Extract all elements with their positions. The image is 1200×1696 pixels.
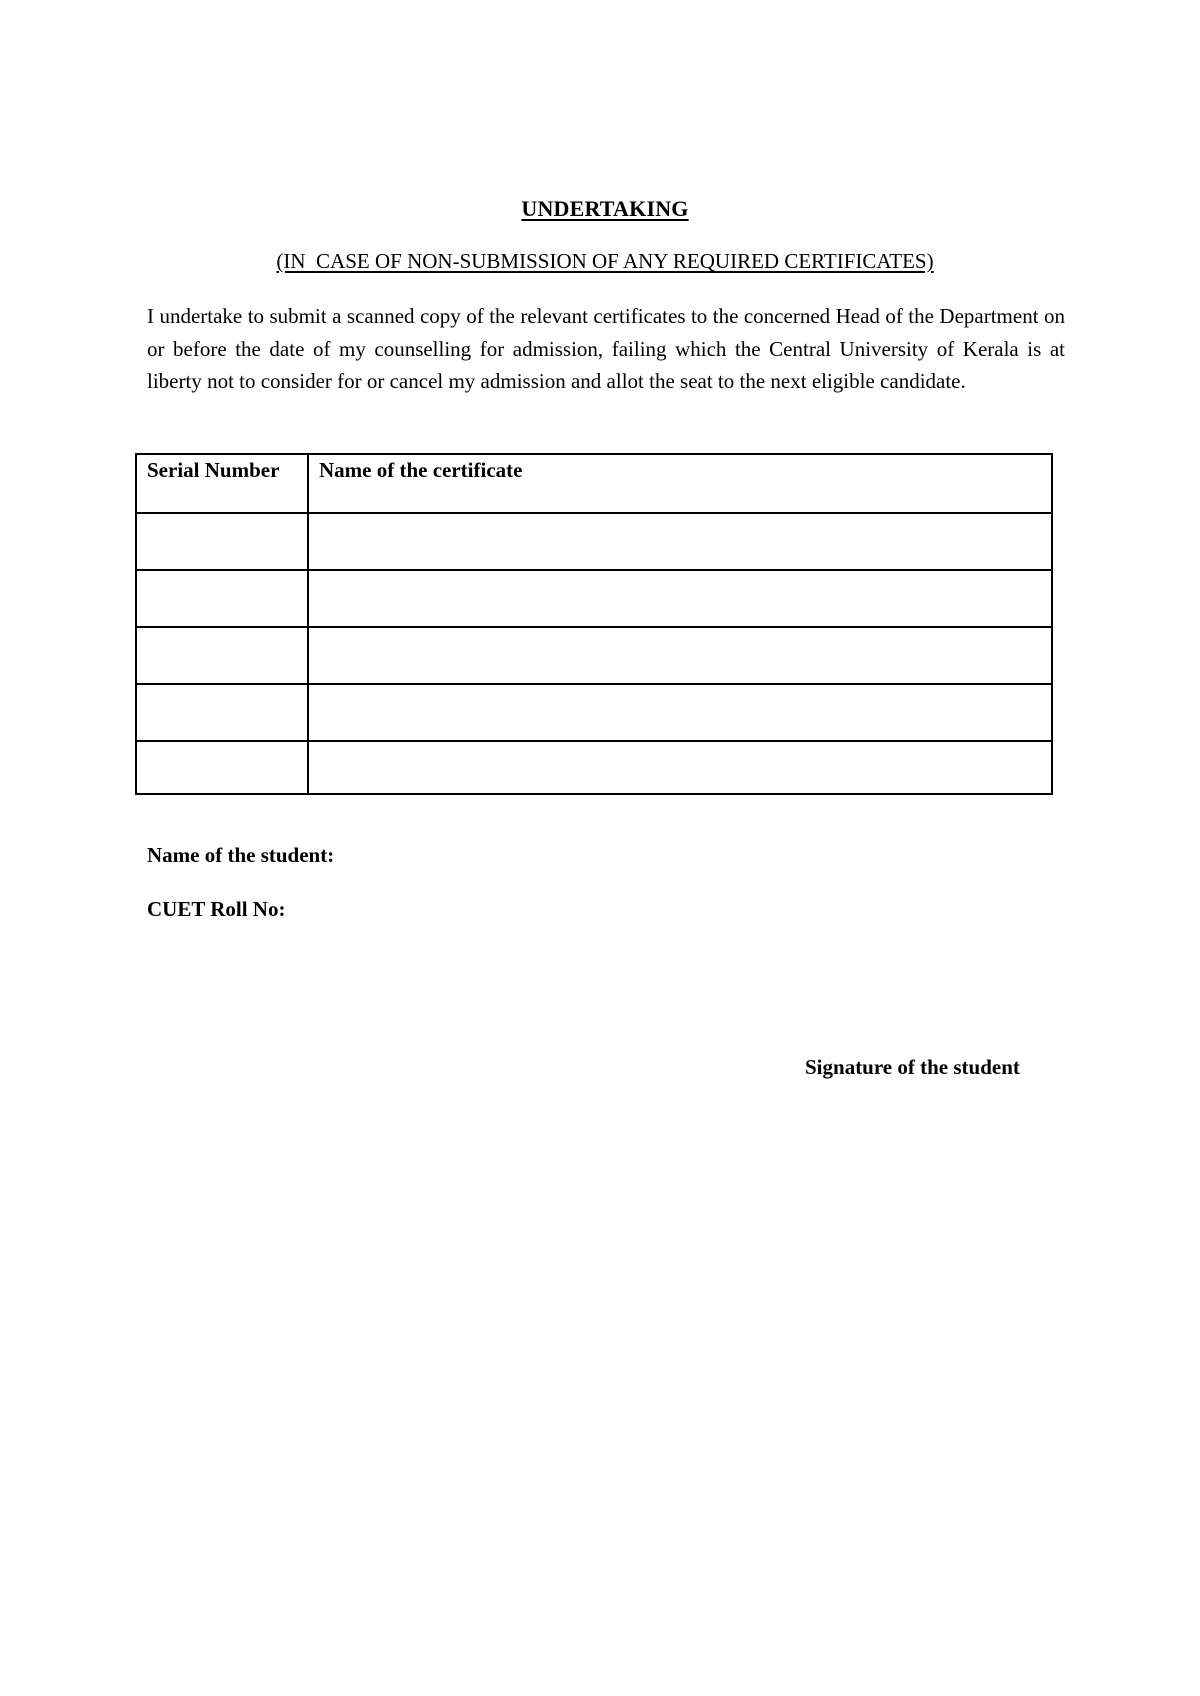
certificate-name-cell[interactable] <box>308 570 1052 627</box>
undertaking-text: I undertake to submit a scanned copy of the relevant certificates to the concerned Head of the Department on or before the date of my counselling for admission, failing which the Central University of Kerala is at liberty not to consider for or cancel my admission and allot the seat to the next eligible candidate. <box>147 304 1065 393</box>
certificate-name-header: Name of the certificate <box>308 454 1052 513</box>
certificate-name-cell[interactable] <box>308 741 1052 794</box>
serial-number-cell[interactable] <box>136 684 308 741</box>
serial-number-cell[interactable] <box>136 741 308 794</box>
student-name-label: Name of the student: <box>147 843 335 867</box>
certificate-name-cell[interactable] <box>308 627 1052 684</box>
document-title: UNDERTAKING <box>521 196 689 221</box>
serial-number-cell[interactable] <box>136 627 308 684</box>
certificate-table <box>135 453 1053 795</box>
serial-number-header: Serial Number <box>136 454 308 513</box>
table-header-row <box>136 454 1052 513</box>
serial-number-cell[interactable] <box>136 513 308 570</box>
certificate-name-cell[interactable] <box>308 513 1052 570</box>
table-row <box>136 741 1052 794</box>
table-row <box>136 513 1052 570</box>
table-row <box>136 627 1052 684</box>
table-row <box>136 570 1052 627</box>
table-row <box>136 684 1052 741</box>
document-subtitle: (IN CASE OF NON-SUBMISSION OF ANY REQUIRED CERTIFICATES) <box>276 249 934 273</box>
certificate-name-cell[interactable] <box>308 684 1052 741</box>
serial-number-cell[interactable] <box>136 570 308 627</box>
signature-label: Signature of the student <box>805 1055 1020 1079</box>
roll-number-label: CUET Roll No: <box>147 897 286 921</box>
